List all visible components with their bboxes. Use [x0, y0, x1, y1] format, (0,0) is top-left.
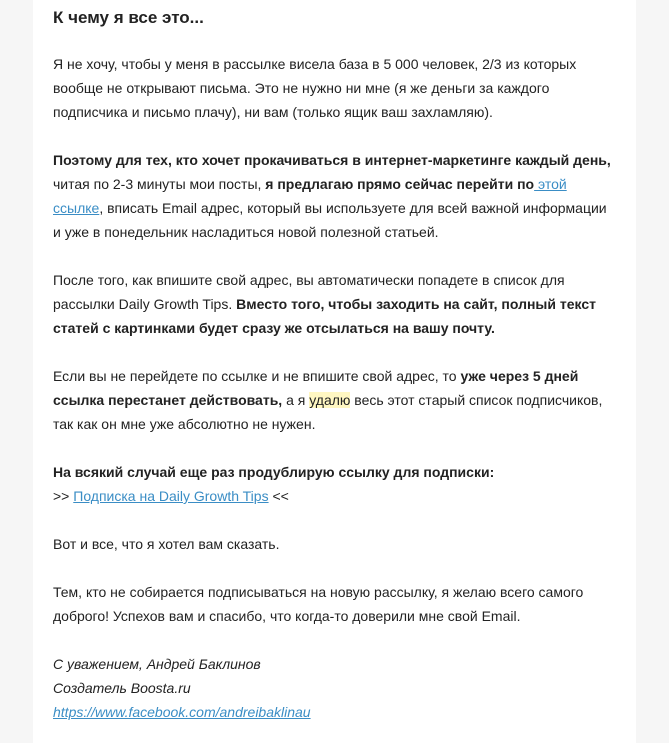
- offer-bold-cta: я предлагаю прямо сейчас перейти по: [265, 176, 535, 192]
- signature-regards: С уважением, Андрей Баклинов: [53, 656, 261, 672]
- highlighted-word: удалю: [309, 392, 351, 408]
- paragraph-warning: [53, 364, 616, 436]
- subscribe-link[interactable]: Подписка на Daily Growth Tips: [73, 488, 269, 504]
- section-heading: К чему я все это...: [53, 8, 204, 27]
- subscribe-bold: На всякий случай еще раз продублирую ссылку для подписки:: [53, 464, 495, 480]
- paragraph-after-subscribe: [53, 268, 616, 340]
- warning-text-3: весь этот старый список подписчиков, так как он мне уже абсолютно не нужен.: [53, 392, 603, 432]
- warning-text: Если вы не перейдете по ссылке и не впишите свой адрес, то: [53, 368, 461, 384]
- paragraph-intro: Я не хочу, чтобы у меня в рассылке висела база в 5 000 человек, 2/3 из которых вообще не открывают письма. Это не нужно ни мне (я же деньги за каждого подписчика и письмо плачу), ни вам (только ящик ваш захламляю).: [53, 56, 577, 120]
- warning-text-2: а я: [282, 392, 310, 408]
- after-subscribe-bold: Вместо того, чтобы заходить на сайт, полный текст статей с картинками будет сразу же отсылаться на вашу почту.: [53, 296, 596, 336]
- signature: [53, 652, 616, 724]
- paragraph-farewell: Тем, кто не собирается подписываться на новую рассылку, я желаю всего самого доброго! Успехов вам и спасибо, что когда-то доверили мне свой Email.: [53, 584, 584, 624]
- offer-text: читая по 2-3 минуты мои посты,: [53, 176, 266, 192]
- this-link[interactable]: этой ссылке: [53, 176, 567, 216]
- paragraph-subscribe-link: [53, 460, 616, 508]
- offer-bold-text: Поэтому для тех, кто хочет прокачиваться в интернет-маркетинге каждый день,: [53, 152, 611, 168]
- link-suffix: <<: [268, 488, 289, 504]
- paragraph-closing: Вот и все, что я хотел вам сказать.: [53, 536, 280, 552]
- signature-role: Создатель Boosta.ru: [53, 680, 191, 696]
- email-body: [33, 0, 636, 743]
- link-prefix: >>: [53, 488, 74, 504]
- paragraph-offer: [53, 148, 616, 244]
- offer-text-rest: , вписать Email адрес, который вы используете для всей важной информации и уже в понедельник насладиться новой полезной статьей.: [53, 200, 607, 240]
- warning-bold: уже через 5 дней ссылка перестанет действовать,: [53, 368, 579, 408]
- facebook-link[interactable]: https://www.facebook.com/andreibaklinau: [53, 704, 311, 720]
- after-subscribe-text: После того, как впишите свой адрес, вы автоматически попадете в список для рассылки Daily Growth Tips.: [53, 272, 565, 312]
